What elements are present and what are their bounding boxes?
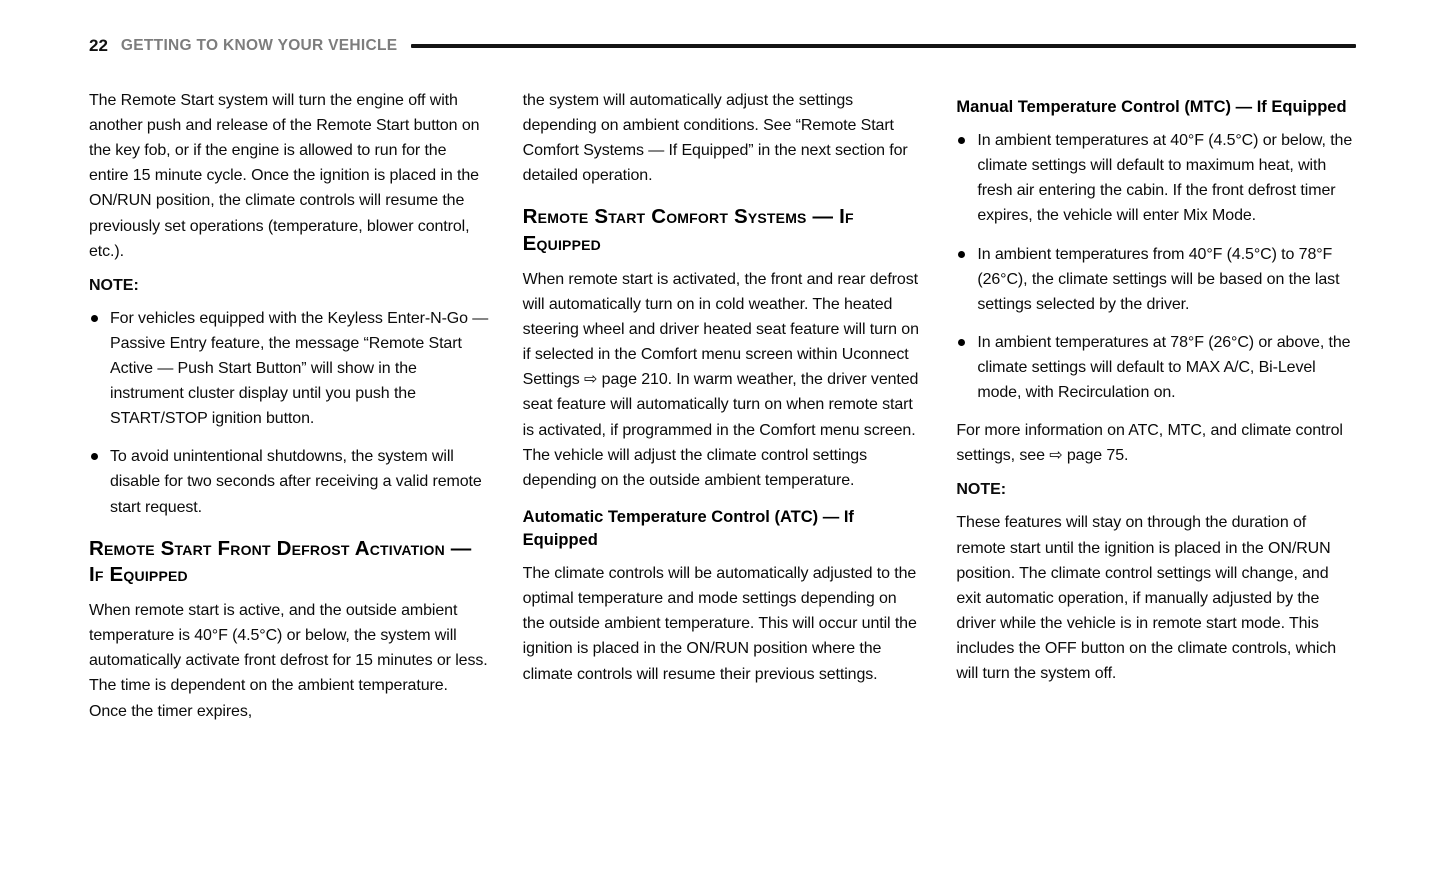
column-middle	[523, 88, 923, 737]
list-item-text: To avoid unintentional shutdowns, the system will disable for two seconds after receiving a valid remote start request.	[110, 448, 482, 516]
section-heading: Remote Start Front Defrost Activation — If Equipped	[89, 536, 472, 586]
bullet-icon	[958, 137, 965, 144]
list-item-text: In ambient temperatures from 40°F (4.5°C) to 78°F (26°C), the climate settings will be based on the last settings selected by the driver.	[977, 245, 1340, 313]
column-right	[956, 88, 1356, 737]
bullet-icon	[91, 453, 98, 460]
list-item-text: For vehicles equipped with the Keyless Enter-N-Go — Passive Entry feature, the message “Remote Start Active — Push Start Button” will show in the instrument cluster display until you push the START/STOP ignition button.	[110, 309, 489, 428]
paragraph: These features will stay on through the duration of remote start until the ignition is placed in the ON/RUN position. The climate control settings will change, and exit automatic operation, if manually adjusted by the driver while the vehicle is in remote start mode. This includes the OFF button on the climate controls, which will turn the system off.	[956, 514, 1337, 683]
bullet-icon	[958, 339, 965, 346]
bullet-icon	[91, 315, 98, 322]
note-label: NOTE:	[89, 276, 139, 294]
note-label: NOTE:	[956, 481, 1007, 499]
paragraph: When remote start is active, and the outside ambient temperature is 40°F (4.5°C) or below, the system will automatically activate front defrost for 15 minutes or less. The time is dependent on the ambient temperature. Once the timer expires,	[89, 602, 488, 720]
list-item	[958, 128, 1356, 228]
paragraph: For more information on ATC, MTC, and climate control settings, see ⇨ page 75.	[956, 422, 1343, 465]
content-columns	[89, 88, 1356, 737]
section-heading: Remote Start Comfort Systems — If Equipped	[522, 205, 854, 255]
paragraph: The Remote Start system will turn the engine off with another push and release of the Remote Start button on the key fob, or if the engine is allowed to run for the entire 15 minute cycle. Once the ignition is placed in the ON/RUN position, the climate controls will resume the previously set operations (temperature, blower control, etc.).	[89, 92, 480, 260]
bullet-icon	[958, 251, 965, 258]
column-left	[89, 88, 489, 737]
paragraph: The climate controls will be automatically adjusted to the optimal temperature and mode settings depending on the outside ambient temperature. This will occur until the ignition is placed in the ON/RUN position where the climate controls will resume their previous settings.	[522, 565, 917, 683]
subsection-heading: Automatic Temperature Control (ATC) — If Equipped	[522, 507, 854, 549]
paragraph: the system will automatically adjust the settings depending on ambient conditions. See “Remote Start Comfort Systems — If Equipped” in the next section for detailed operation.	[522, 92, 908, 185]
list-item-text: In ambient temperatures at 40°F (4.5°C) or below, the climate settings will default to maximum heat, with fresh air entering the cabin. If the front defrost timer expires, the vehicle will enter Mix Mode.	[977, 132, 1353, 225]
list-item-text: In ambient temperatures at 78°F (26°C) or above, the climate settings will default to MAX A/C, Bi-Level mode, with Recirculation on.	[977, 333, 1351, 402]
page-header	[89, 36, 1356, 56]
header-rule	[411, 44, 1356, 48]
list-item	[91, 306, 489, 432]
list-item	[91, 444, 489, 519]
list-item	[958, 330, 1356, 405]
page-number: 22	[89, 36, 108, 55]
page-title: GETTING TO KNOW YOUR VEHICLE	[120, 37, 398, 54]
subsection-heading: Manual Temperature Control (MTC) — If Equipped	[956, 98, 1347, 116]
list-item	[958, 242, 1356, 317]
paragraph: When remote start is activated, the front and rear defrost will automatically turn on in cold weather. The heated steering wheel and driver heated seat feature will turn on if selected in the Comfort menu screen within Uconnect Settings ⇨ page 210. In warm weather, the driver vented seat feature will automatically turn on when remote start is activated, if programmed in the Comfort menu screen. The vehicle will adjust the climate control settings depending on the outside ambient temperature.	[522, 270, 919, 489]
